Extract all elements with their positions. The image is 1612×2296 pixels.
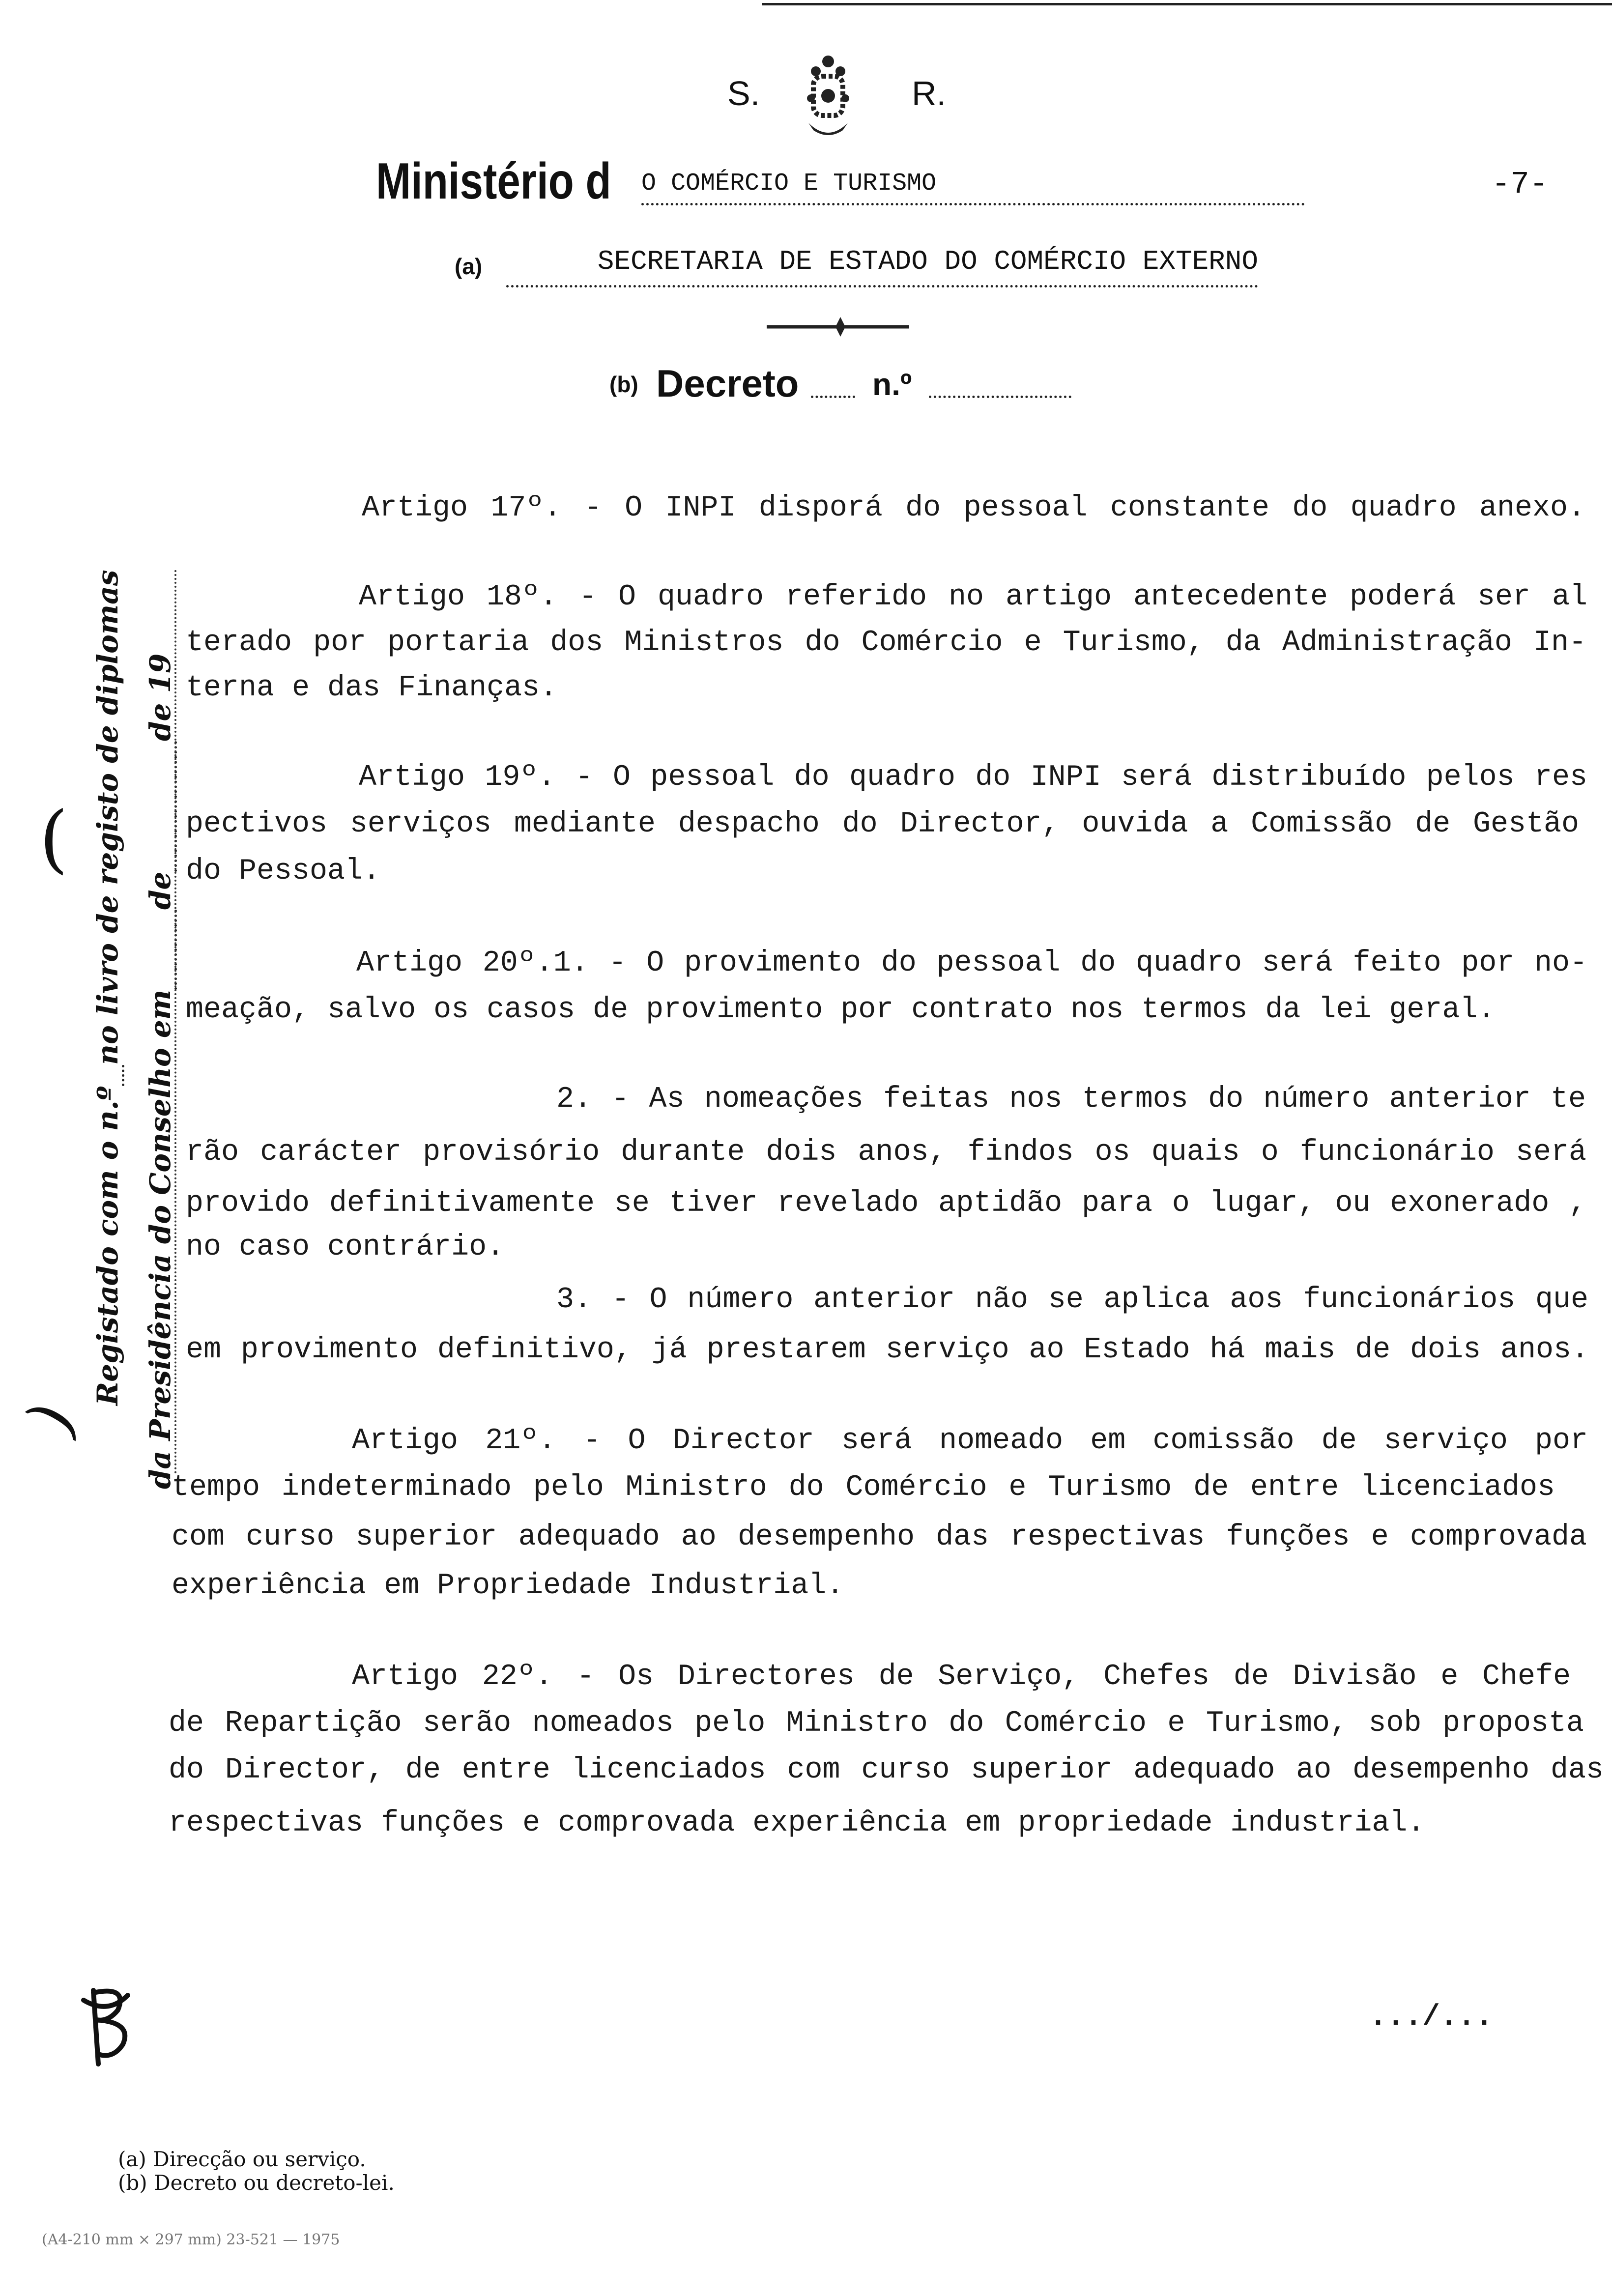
article-20-line: meação, salvo os casos de provimento por contrato nos termos da lei geral. xyxy=(186,993,1496,1027)
article-20-line: 3. - O número anterior não se aplica aos funcionários que xyxy=(556,1283,1588,1317)
article-22-line: respectivas funções e comprovada experiência em propriedade industrial. xyxy=(169,1807,1425,1840)
margin-bracket-close: ) xyxy=(13,1389,90,1448)
ornament-divider xyxy=(767,315,914,339)
article-20-line: Artigo 20º.1. - O provimento do pessoal do quadro será feito por no- xyxy=(356,947,1587,980)
article-22-line: de Repartição serão nomeados pelo Ministro do Comércio e Turismo, sob proposta xyxy=(169,1707,1584,1740)
article-20-line: rão carácter provisório durante dois anos, findos os quais o funcionário será xyxy=(186,1136,1586,1169)
footnote-marker-b: (b) xyxy=(609,372,638,397)
decree-label: Decreto xyxy=(656,362,799,405)
margin-dotted-rule xyxy=(174,570,176,1474)
date-day-blank xyxy=(144,910,177,989)
article-21-line: tempo indeterminado pelo Ministro do Comércio e Turismo de entre licenciados xyxy=(172,1471,1555,1504)
secretariat-name: SECRETARIA DE ESTADO DO COMÉRCIO EXTERNO xyxy=(597,246,1258,277)
book-label: no livro de registo de diplomas xyxy=(91,570,124,1065)
article-20-line: no caso contrário. xyxy=(186,1231,505,1264)
footnote-b: (b) Decreto ou decreto-lei. xyxy=(118,2171,395,2195)
article-22-line: Artigo 22º. - Os Directores de Serviço, Chefes de Divisão e Chefe xyxy=(352,1660,1571,1693)
decree-number-blank xyxy=(929,396,1071,398)
letterhead-left-initial: S. xyxy=(727,74,760,113)
page-number: -7- xyxy=(1492,167,1549,202)
year-label: de 19 xyxy=(144,654,177,742)
article-19-line: do Pessoal. xyxy=(186,855,381,888)
article-19-line: Artigo 19º. - O pessoal do quadro do INPI será distribuído pelos res xyxy=(359,761,1587,794)
registration-number-blank xyxy=(91,1065,124,1086)
article-17-line: Artigo 17º. - O INPI disporá do pessoal constante do quadro anexo. xyxy=(362,491,1585,525)
footnote-marker-a: (a) xyxy=(455,254,483,279)
ministry-name-field xyxy=(641,170,1305,205)
decree-number-label: n.º xyxy=(872,367,912,402)
margin-registration-line xyxy=(91,570,124,1406)
article-20-line: provido definitivamente se tiver revelado aptidão para o lugar, ou exonerado , xyxy=(186,1187,1586,1220)
secretariat-field xyxy=(506,246,1258,287)
print-code: (A4-210 mm × 297 mm) 23-521 — 1975 xyxy=(42,2231,340,2248)
coat-of-arms-emblem xyxy=(796,49,860,143)
article-18-line: terado por portaria dos Ministros do Comércio e Turismo, da Administração In- xyxy=(186,626,1586,660)
continuation-mark: .../... xyxy=(1369,2001,1494,2034)
article-21-line: Artigo 21º. - O Director será nomeado em comissão de serviço por xyxy=(352,1424,1588,1458)
of-label: de xyxy=(144,872,177,910)
article-22-line: do Director, de entre licenciados com curso superior adequado ao desempenho das xyxy=(169,1753,1604,1787)
registered-label: Registado com o n.º xyxy=(91,1086,124,1406)
letterhead-right-initial: R. xyxy=(912,74,946,113)
article-20-line: 2. - As nomeações feitas nos termos do número anterior te xyxy=(556,1083,1586,1116)
article-19-line: pectivos serviços mediante despacho do Director, ouvida a Comissão de Gestão xyxy=(186,807,1579,841)
ministry-name: O COMÉRCIO E TURISMO xyxy=(641,170,937,198)
footnote-a: (a) Direcção ou serviço. xyxy=(118,2147,366,2171)
article-18-line: Artigo 18º. - O quadro referido no artigo antecedente poderá ser al xyxy=(359,580,1587,614)
article-20-line: em provimento definitivo, já prestarem serviço ao Estado há mais de dois anos. xyxy=(186,1333,1589,1367)
decree-type-blank xyxy=(811,396,855,398)
article-21-line: com curso superior adequado ao desempenho das respectivas funções e comprovada xyxy=(172,1521,1587,1554)
initials-signature xyxy=(79,1980,138,2069)
margin-presidency-line xyxy=(144,654,177,1489)
margin-bracket-open: ( xyxy=(39,796,68,882)
date-month-blank xyxy=(144,741,177,872)
top-rule xyxy=(762,3,1612,5)
article-18-line: terna e das Finanças. xyxy=(186,671,558,705)
article-21-line: experiência em Propriedade Industrial. xyxy=(172,1569,844,1603)
ministry-prefix: Ministério d xyxy=(376,153,611,210)
presidency-label: da Presidência do Conselho em xyxy=(144,989,177,1489)
